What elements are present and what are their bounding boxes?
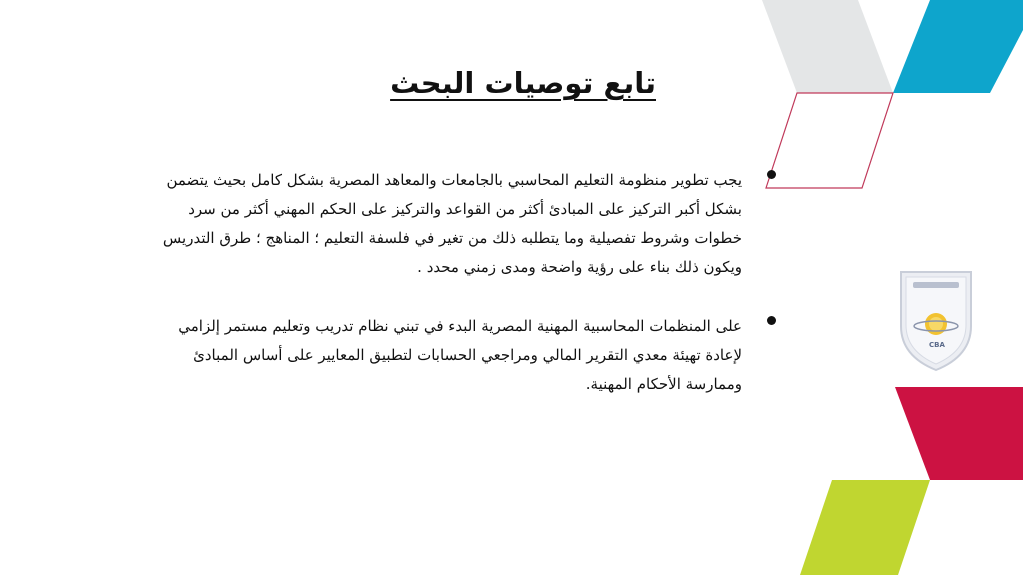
bullet-text: على المنظمات المحاسبية المهنية المصرية البدء في تبني نظام تدريب وتعليم مستمر إلزامي لإعادة تهيئة معدي التقرير المالي ومراجعي الحسابات لتطبيق المعايير على أساس المبادئ وممارسة الأحكام المهنية. (178, 317, 742, 393)
green-parallelogram-shape (800, 480, 930, 575)
logo-caption: CBA (929, 341, 945, 349)
red-parallelogram-shape (895, 387, 1023, 480)
list-item (150, 312, 790, 399)
college-logo-icon (895, 268, 977, 372)
list-item (150, 166, 790, 282)
bullet-dot-icon (767, 170, 776, 179)
bullet-list (150, 166, 790, 429)
bullet-dot-icon (767, 316, 776, 325)
page-title: تابع توصيات البحث (390, 66, 656, 100)
blue-parallelogram-shape (893, 0, 1023, 93)
bullet-text: يجب تطوير منظومة التعليم المحاسبي بالجامعات والمعاهد المصرية بشكل كامل بحيث يتضمن بشكل أكبر التركيز على المبادئ أكثر من القواعد والتركيز على الحكم المهني أكثر من سرد خطوات وشروط تفصيلية وما يتطلبه ذلك من تغير في فلسفة التعليم ؛ المناهج ؛ طرق التدريس ويكون ذلك بناء على رؤية واضحة ومدى زمني محدد . (162, 171, 742, 276)
gray-parallelogram-shape (762, 0, 893, 93)
